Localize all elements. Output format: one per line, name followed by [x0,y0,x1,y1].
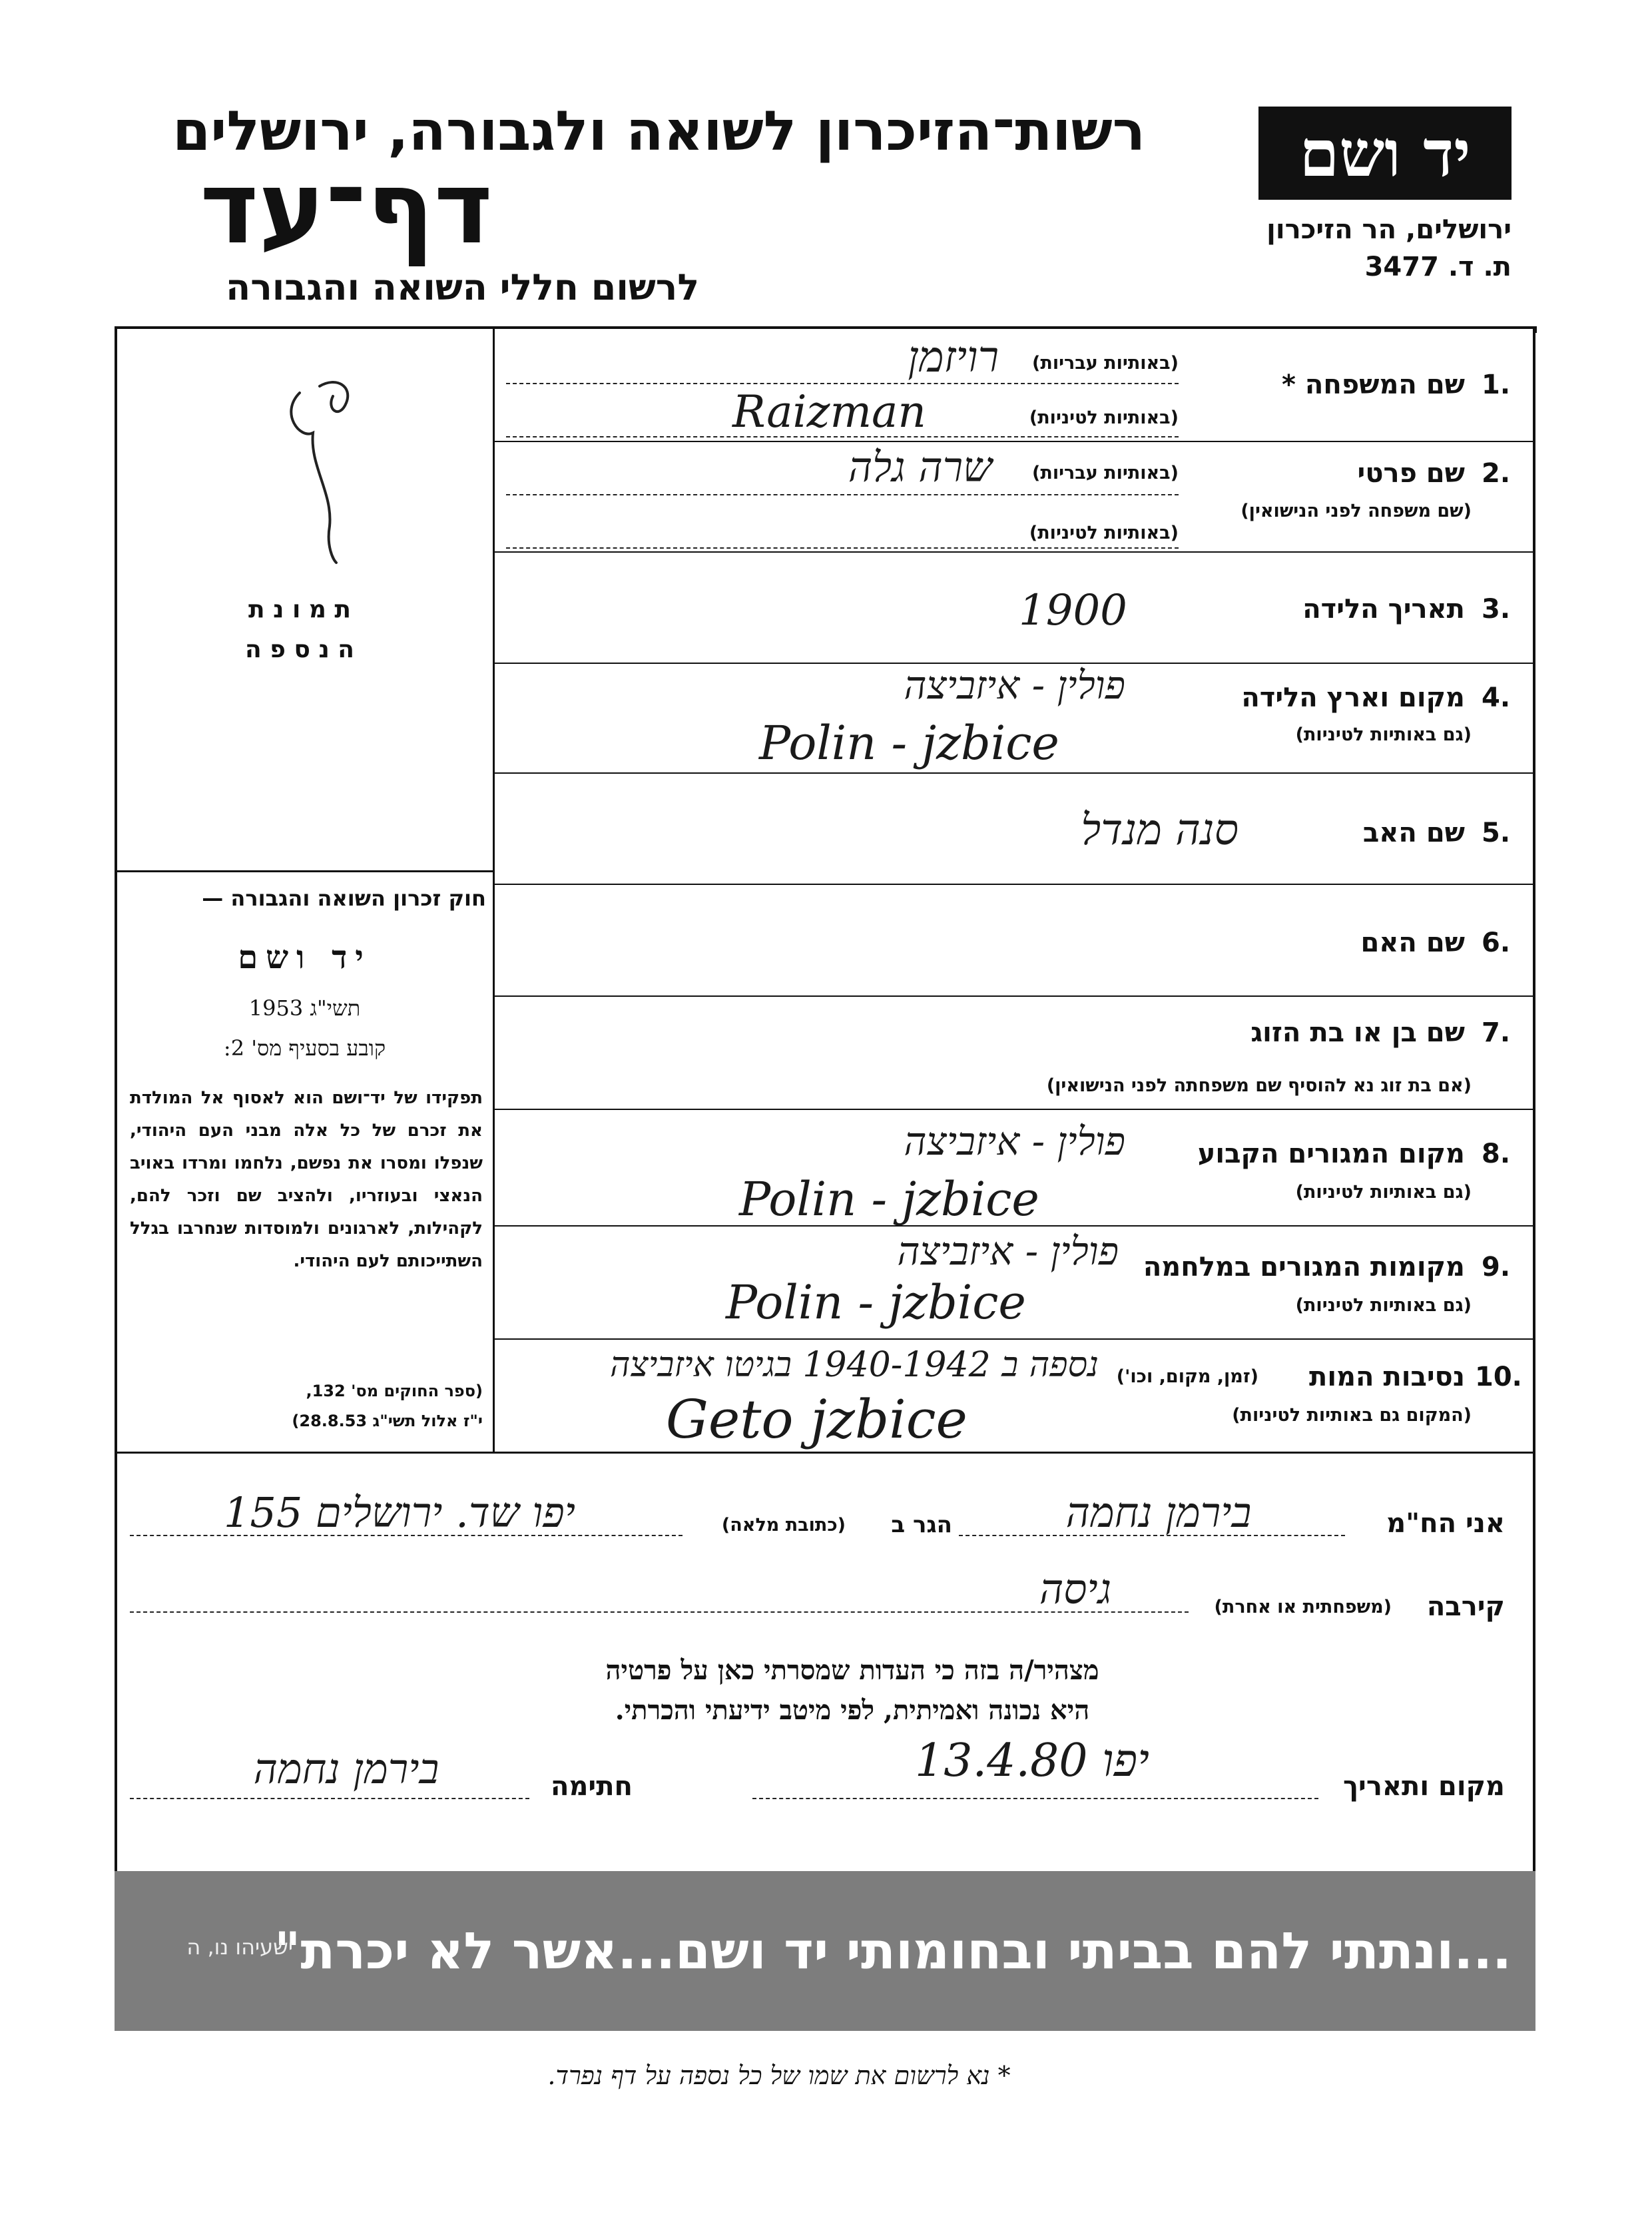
field-2-sub-hebrew: (באותיות עבריות) [1032,463,1179,483]
field-1-label: שם המשפחה * [1282,370,1465,400]
field-3-value[interactable]: 1900 [1019,586,1127,635]
field-8-label: מקום המגורים הקבוע [1197,1139,1465,1169]
field-4-note: (גם באותיות לטיניות) [1295,724,1472,745]
relation-label: קירבה [1426,1591,1505,1622]
field-8-value-latin[interactable]: Polin - jzbice [739,1172,1039,1227]
law-source-2: י"ז אלול תשי"ג 28.8.53) [292,1412,483,1430]
field-9-value-latin[interactable]: Polin - jzbice [726,1275,1026,1330]
field-1-number: 1. [1482,370,1511,400]
row-separator [494,1109,1535,1110]
field-8-value-hebrew[interactable]: פולין - איזביצה [904,1119,1125,1164]
field-3-number: 3. [1482,594,1511,625]
field-6-label: שם האם [1360,928,1465,958]
resides-label: הגר ב [891,1512,952,1538]
field-2-sub-latin: (באותיות לטיניות) [1029,523,1179,543]
field-9-value-hebrew[interactable]: פולין - איזביצה [897,1229,1119,1274]
field-4-label: מקום וארץ הלידה [1241,683,1465,713]
statement-line-2: היא נכונה ואמיתית, לפי מיטב ידיעתי והכרתי. [615,1695,1090,1726]
address-value[interactable]: יפו שד. ירושלים 155 [223,1488,576,1537]
law-year: תשי"ג 1953 [248,995,361,1021]
banner-quote: ...ונתתי להם בביתי ובחומותי יד ושם...אשר לא יכרת" [274,1921,1512,1980]
signature-line [130,1798,529,1799]
field-2-number: 2. [1482,458,1511,489]
row-separator [494,551,1535,553]
row-separator [494,995,1535,997]
field-5-number: 5. [1482,818,1511,848]
frame-tick [1535,326,1537,333]
field-4-value-hebrew[interactable]: פולין - איזביצה [904,663,1125,708]
field-10-number: 10. [1475,1362,1522,1392]
field-9-number: 9. [1482,1252,1511,1282]
place-date-value[interactable]: יפו 13.4.80 [914,1735,1150,1787]
field-7-note: (אם בת זוג נא להוסיף שם משפחתה לפני הנישואין) [1046,1075,1472,1096]
form-title: דף־עד [200,150,493,266]
footnote: * נא לרשום את שמו של כל נספה על דף נפרד. [547,2061,1011,2090]
field-10-label-note: (זמן, מקום, וכו') [1116,1366,1258,1387]
field-1-value-latin[interactable]: Raizman [732,386,926,437]
row-separator [494,884,1535,885]
field-10-label: נסיבות המות [1309,1362,1465,1392]
photo-divider [115,870,494,872]
field-9-note: (גם באותיות לטיניות) [1295,1295,1472,1316]
law-heading: חוק זכרון השואה והגבורה — [202,886,486,911]
signature-value[interactable]: בירמן נחמה [253,1745,439,1793]
field-3-label: תאריך הלידה [1302,594,1465,625]
signature-scribble [273,373,366,566]
field-10-value-hebrew[interactable]: נספה ב 1940-1942 בגיטו איזביצה [610,1345,1099,1385]
field-10-value-latin[interactable]: Geto jzbice [666,1388,967,1450]
field-2-label: שם פרטי [1357,458,1465,489]
field-7-number: 7. [1482,1017,1511,1048]
law-source-1: (ספר החוקים מס' 132, [306,1382,483,1400]
row-separator [494,441,1535,442]
field-5-label: שם האב [1362,818,1465,848]
row-separator [494,772,1535,774]
field-1-hebrew-line [506,383,1179,384]
logo-text: יד ושם [1299,115,1471,191]
field-2-latin-line [506,547,1179,549]
field-9-label: מקומות המגורים במלחמה [1143,1252,1465,1282]
row-separator [494,1338,1535,1340]
org-line: רשות־הזיכרון לשואה ולגבורה, ירושלים [172,100,1145,163]
field-5-value[interactable]: סנה מנדל [1081,806,1239,855]
declarant-label: אני הח"מ [1386,1508,1505,1539]
place-date-label: מקום ותאריך [1342,1771,1505,1802]
photo-label-1: ת מ ו נ ת [248,596,352,623]
photo-label-2: ה נ ס פ ה [244,636,355,663]
relation-value[interactable]: גיסה [1039,1565,1112,1613]
field-8-number: 8. [1482,1139,1511,1169]
signature-label: חתימה [550,1771,633,1802]
address: ירושלים, הר הזיכרון [1266,214,1512,245]
field-1-sub-latin: (באותיות לטיניות) [1029,408,1179,428]
address-note: (כתובת מלאה) [721,1515,846,1535]
field-4-value-latin[interactable]: Polin - jzbice [759,716,1059,770]
declarant-name[interactable]: בירמן נחמה [1065,1488,1252,1537]
place-date-line [752,1798,1318,1799]
law-body: תפקידו של יד־ושם הוא לאסוף אל המולדת את זכרם של כל אלה מבני העם היהודי, שנפלו ומסרו את נפשם, נלחמו ומרדו באויב הנאצי ובעוזריו, ולהציב שם וזכר להם, לקהילות, לארגונים ולמוסדות שנחרבו בגלל השתייכותם לעם היהודי. [130,1088,483,1271]
field-4-number: 4. [1482,683,1511,713]
section-divider [115,1452,1535,1454]
law-name: יד ושם [238,939,372,976]
column-divider [493,326,495,1452]
law-clause: קובע בסעיף מס' 2: [223,1035,386,1061]
relation-note: (משפחתית או אחרת) [1214,1597,1392,1617]
field-1-sub-hebrew: (באותיות עבריות) [1032,353,1179,374]
form-subtitle: לרשום חללי השואה והגבורה [226,266,699,308]
field-1-value-hebrew[interactable]: רויזמן [908,333,999,382]
yad-vashem-logo [1258,107,1512,200]
field-7-label: שם בן או בת הזוג [1250,1017,1465,1048]
banner-source: ישעיהו נו, ה [186,1934,293,1960]
field-10-note: (המקום גם באותיות לטיניות) [1232,1405,1472,1426]
statement-line-1: מצהיר/ה בזה כי העדות שמסרתי כאן על פרטיה [605,1655,1099,1686]
pobox: ת. ד. 3477 [1364,252,1512,282]
field-8-note: (גם באותיות לטיניות) [1295,1182,1472,1203]
field-2-value-hebrew[interactable]: שרה גלה [848,443,992,491]
field-2-hebrew-line [506,494,1179,495]
field-6-number: 6. [1482,928,1511,958]
field-2-note: (שם משפחה לפני הנישואין) [1240,501,1472,521]
